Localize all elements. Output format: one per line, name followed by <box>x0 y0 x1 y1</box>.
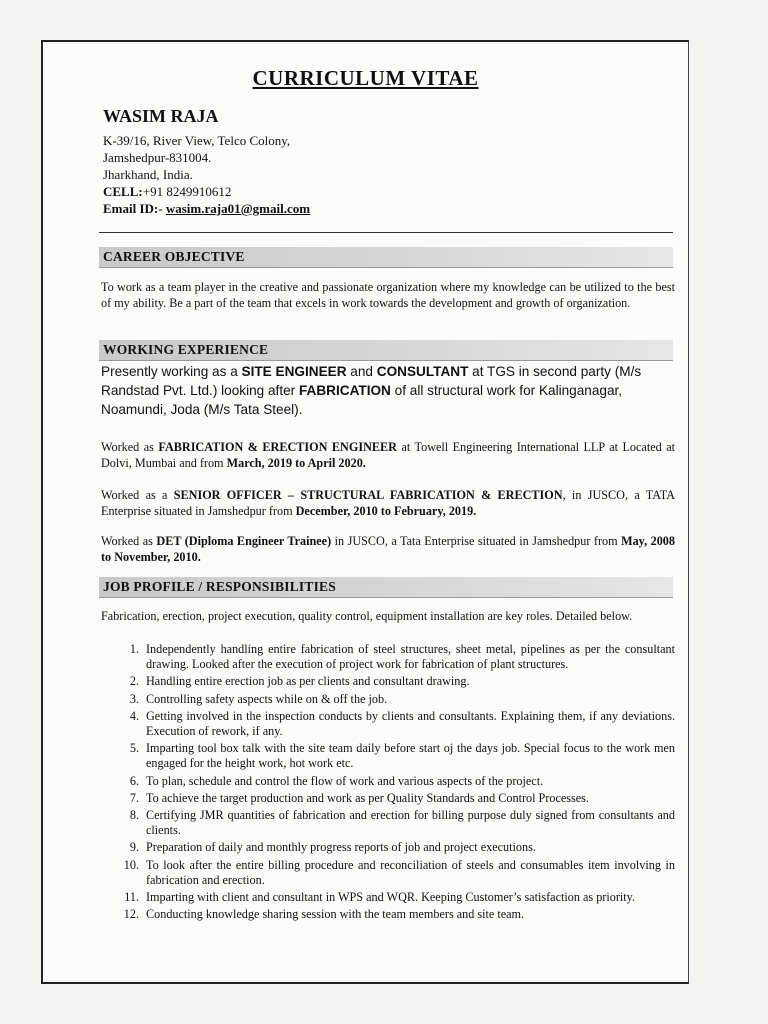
text-run: Worked as a <box>101 488 174 502</box>
list-item-text: Handling entire erection job as per clients and consultant drawing. <box>146 674 470 689</box>
experience-jusco-det <box>101 534 675 565</box>
date-range: December, 2010 to February, 2019. <box>295 503 477 518</box>
cell-value: +91 8249910612 <box>142 184 232 199</box>
list-number: 8. <box>129 808 139 823</box>
email-line <box>103 200 310 217</box>
job-role: FABRICATION <box>298 383 391 398</box>
candidate-name: WASIM RAJA <box>103 106 219 126</box>
list-item <box>101 840 675 855</box>
list-item-text: Getting involved in the inspection conducts by clients and consultants. Explaining them, if any deviations. Execution of rework, if any. <box>146 708 675 739</box>
job-title: DET (Diploma Engineer Trainee) <box>156 534 332 548</box>
section-heading-label: JOB PROFILE / RESPONSIBILITIES <box>103 579 336 594</box>
section-heading-label: CAREER OBJECTIVE <box>103 249 245 264</box>
list-number: 11. <box>124 890 139 905</box>
job-title: CONSULTANT <box>376 364 469 379</box>
experience-towell <box>101 440 675 471</box>
list-number: 10. <box>123 857 139 872</box>
text-run: at TGS in second party (M/s Randstad Pvt. Ltd.) looking after <box>101 364 642 398</box>
career-objective-text: To work as a team player in the creative and passionate organization where my knowledge can be utilized to the best of my ability. Be a part of the team that excels in work towards the development and growth of organization. <box>101 280 675 310</box>
list-number: 9. <box>129 840 139 855</box>
experience-jusco-senior <box>101 488 675 519</box>
list-item-text: To look after the entire billing procedure and reconciliation of steels and consumables item involving in fabrication and erection. <box>146 857 675 887</box>
list-item-text: Imparting with client and consultant in WPS and WQR. Keeping Customer’s satisfaction as priority. <box>146 890 636 905</box>
job-title: SENIOR OFFICER – STRUCTURAL FABRICATION & ERECTION <box>173 488 563 502</box>
experience-current <box>101 362 661 419</box>
list-item <box>101 890 675 905</box>
list-item <box>101 741 675 771</box>
list-item <box>101 674 675 689</box>
list-number: 5. <box>129 741 139 756</box>
list-item <box>101 791 675 806</box>
document-frame <box>41 40 689 984</box>
list-item <box>101 709 675 739</box>
job-profile-intro: Fabrication, erection, project execution, quality control, equipment installation are key roles. Detailed below. <box>101 609 633 623</box>
job-title: SITE ENGINEER <box>241 364 347 379</box>
list-number: 3. <box>129 691 139 706</box>
text-run: Worked as <box>101 534 157 548</box>
address-line: Jamshedpur-831004. <box>103 150 212 165</box>
job-title: FABRICATION & ERECTION ENGINEER <box>158 440 397 454</box>
text-run: and <box>346 364 377 379</box>
section-heading-label: WORKING EXPERIENCE <box>103 342 269 357</box>
list-number: 4. <box>129 708 139 723</box>
list-item-text: To achieve the target production and work as per Quality Standards and Control Processes. <box>146 790 589 805</box>
date-range: March, 2019 to April 2020. <box>226 455 366 470</box>
section-heading-career-objective <box>99 247 673 268</box>
list-item-text: Certifying JMR quantities of fabrication and erection for billing purpose duly signed from consultants and clients. <box>146 808 675 838</box>
cell-line <box>103 183 310 200</box>
list-item <box>101 774 675 789</box>
section-heading-job-profile <box>99 577 673 598</box>
list-item-text: To plan, schedule and control the flow of work and various aspects of the project. <box>146 773 544 788</box>
contact-block <box>103 132 310 217</box>
list-number: 1. <box>129 642 139 656</box>
list-item <box>101 858 675 888</box>
header-divider <box>99 232 673 233</box>
list-item <box>101 808 675 838</box>
address-line: K-39/16, River View, Telco Colony, <box>103 133 291 148</box>
email-label: Email ID:- <box>103 201 163 216</box>
list-item-text: Conducting knowledge sharing session with the team members and site team. <box>146 907 525 922</box>
list-item-text: Controlling safety aspects while on & off the job. <box>146 691 388 706</box>
document-title: CURRICULUM VITAE <box>252 66 479 90</box>
list-number: 2. <box>129 674 139 689</box>
list-item-text: Preparation of daily and monthly progress reports of job and project executions. <box>146 840 536 855</box>
list-item <box>101 642 675 672</box>
email-link[interactable]: wasim.raja01@gmail.com <box>165 201 311 216</box>
list-number: 7. <box>129 790 139 805</box>
address-line: Jharkhand, India. <box>103 167 193 182</box>
list-number: 12. <box>123 907 139 922</box>
list-item-text: Imparting tool box talk with the site team daily before start oj the days job. Special focus to the work men engaged for the height work, hot work etc. <box>146 741 675 771</box>
list-item <box>101 907 675 922</box>
list-item-text: Independently handling entire fabrication of steel structures, sheet metal, pipelines as per the consultant drawing. Looked after the execution of project work for fabrication of plant structures. <box>146 642 675 672</box>
text-run: of all structural work for Kalinganagar, Noamundi, Joda (M/s Tata Steel). <box>101 383 623 417</box>
text-run: , in JUSCO, a TATA Enterprise situated in Jamshedpur from <box>101 488 675 518</box>
list-item <box>101 692 675 707</box>
text-run: in JUSCO, a Tata Enterprise situated in Jamshedpur from <box>331 534 622 548</box>
cell-label: CELL: <box>103 184 143 199</box>
text-run: at Towell Engineering International LLP at Located at Dolvi, Mumbai and from <box>101 440 676 470</box>
date-range: May, 2008 to November, 2010. <box>101 534 675 564</box>
text-run: Worked as <box>101 440 159 454</box>
list-number: 6. <box>129 773 139 788</box>
section-heading-working-experience <box>99 340 673 361</box>
text-run: Presently working as a <box>101 364 242 379</box>
responsibilities-list <box>101 642 675 924</box>
